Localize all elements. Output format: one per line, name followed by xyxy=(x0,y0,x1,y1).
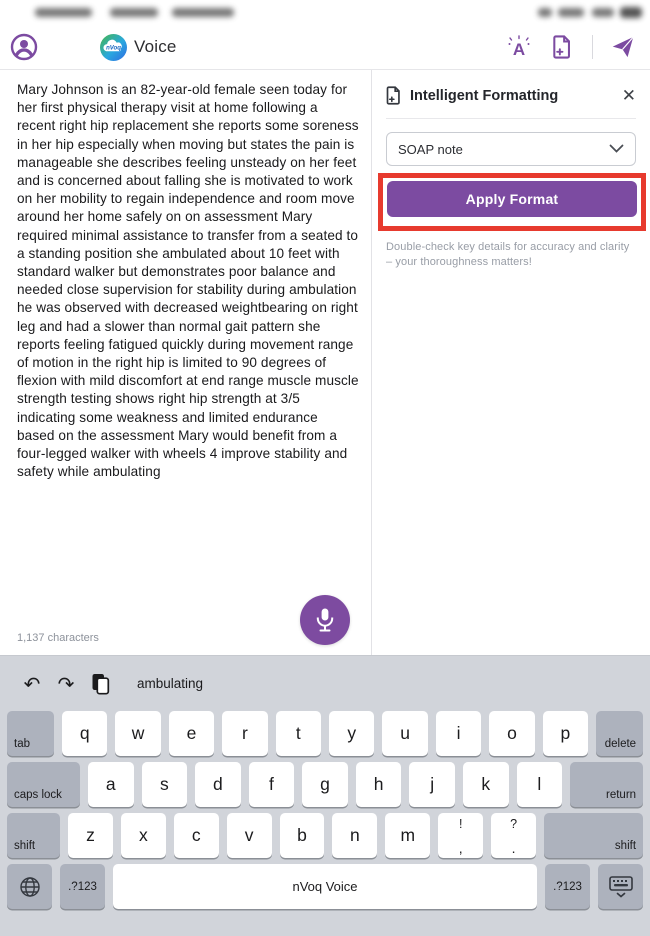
globe-icon xyxy=(18,875,42,899)
microphone-button[interactable] xyxy=(300,595,350,645)
key-l[interactable]: l xyxy=(517,762,563,807)
dictated-text[interactable]: Mary Johnson is an 82-year-old female seen today for her first physical therapy visit at home following a recent right hip replacement she reports some soreness in her hip especially when moving but states the pain is manageable she describes feeling unsteady on her feet and is concerned about falling she is motivated to work on her mobility to regain independence and room move around her home safely on on assessment Mary required minimal assistance to transfer from a seated to a standing position she ambulated about 10 feet with standard walker but demonstrates poor balance and needed close supervision for stability during ambulation he was observed with decreased weightbearing on right leg and had a slower than normal gait pattern she reports feeling fatigued quickly during movement range of motion in the right hip is limited to 90 degrees of flexion with mild discomfort at end range muscle muscle strength testing shows right hip strength at 3/5 indicating some weakness and limited endurance based on the assessment Mary would benefit from a four-legged walker with wheels 4 improve stability and safety while ambulating xyxy=(17,82,359,480)
intelligent-formatting-panel xyxy=(372,70,650,655)
key-u[interactable]: u xyxy=(382,711,427,756)
key-c[interactable]: c xyxy=(174,813,219,858)
helper-text: Double-check key details for accuracy and clarity – your thoroughness matters! xyxy=(386,241,630,268)
status-bar xyxy=(0,0,650,25)
profile-icon[interactable] xyxy=(10,33,38,61)
key-q[interactable]: q xyxy=(62,711,107,756)
key-t[interactable]: t xyxy=(276,711,321,756)
key-r[interactable]: r xyxy=(222,711,267,756)
key-f[interactable]: f xyxy=(249,762,295,807)
key-v[interactable]: v xyxy=(227,813,272,858)
key-o[interactable]: o xyxy=(489,711,534,756)
document-plus-dark-icon xyxy=(386,86,401,105)
keyboard-row xyxy=(7,762,643,807)
app-title: Voice xyxy=(134,37,177,56)
key-p[interactable]: p xyxy=(543,711,588,756)
key-dismiss[interactable] xyxy=(598,864,643,909)
key-y[interactable]: y xyxy=(329,711,374,756)
onscreen-keyboard xyxy=(0,655,650,936)
main-content xyxy=(0,70,650,655)
key-shift-l[interactable]: shift xyxy=(7,813,60,858)
key-exclaim-comma[interactable] xyxy=(438,813,483,858)
chevron-down-icon xyxy=(609,140,624,158)
character-count: 1,137 characters xyxy=(17,632,99,644)
key-d[interactable]: d xyxy=(195,762,241,807)
keyboard-toolbar xyxy=(7,656,643,711)
key-shift-r[interactable]: shift xyxy=(544,813,643,858)
sparkle-a-icon[interactable] xyxy=(506,34,532,60)
key-a[interactable]: a xyxy=(88,762,134,807)
key-question-period[interactable] xyxy=(491,813,536,858)
key-label-bottom: , xyxy=(458,840,463,856)
app-logo xyxy=(100,34,177,61)
key-label-bottom: . xyxy=(511,840,516,856)
key-i[interactable]: i xyxy=(436,711,481,756)
keyboard-rows xyxy=(7,711,643,909)
key-sym-l[interactable]: .?123 xyxy=(60,864,105,909)
key-globe[interactable] xyxy=(7,864,52,909)
key-n[interactable]: n xyxy=(332,813,377,858)
status-redacted-battery-icon xyxy=(620,7,642,18)
status-redacted-carrier xyxy=(35,8,92,17)
status-redacted-wifi xyxy=(558,8,584,17)
key-g[interactable]: g xyxy=(302,762,348,807)
key-b[interactable]: b xyxy=(280,813,325,858)
redo-icon[interactable]: ↷ xyxy=(57,671,75,696)
panel-header xyxy=(386,86,636,105)
format-select[interactable] xyxy=(386,132,636,166)
microphone-icon xyxy=(313,607,337,633)
apply-format-button[interactable]: Apply Format xyxy=(387,181,637,217)
document-plus-icon[interactable] xyxy=(549,34,575,60)
paper-plane-icon[interactable] xyxy=(610,34,636,60)
key-delete[interactable]: delete xyxy=(596,711,643,756)
key-e[interactable]: e xyxy=(169,711,214,756)
status-redacted-percent xyxy=(592,8,614,17)
key-sym-r[interactable]: .?123 xyxy=(545,864,590,909)
undo-icon[interactable]: ↶ xyxy=(23,671,41,696)
panel-title: Intelligent Formatting xyxy=(410,87,559,104)
svg-text:A: A xyxy=(512,40,526,59)
key-k[interactable]: k xyxy=(463,762,509,807)
header-actions xyxy=(506,34,636,60)
key-z[interactable]: z xyxy=(68,813,113,858)
key-x[interactable]: x xyxy=(121,813,166,858)
svg-text:nVoq: nVoq xyxy=(106,45,121,52)
key-space[interactable]: nVoq Voice xyxy=(113,864,537,909)
key-s[interactable]: s xyxy=(142,762,188,807)
status-redacted-signal xyxy=(538,8,552,17)
key-return[interactable]: return xyxy=(570,762,643,807)
key-label-top: ! xyxy=(458,817,463,831)
dictation-editor[interactable] xyxy=(0,70,372,655)
header-divider xyxy=(592,35,593,59)
key-h[interactable]: h xyxy=(356,762,402,807)
clipboard-paste-icon[interactable] xyxy=(87,671,113,697)
keyboard-row xyxy=(7,711,643,756)
keyboard-row xyxy=(7,864,643,909)
annotation-highlight xyxy=(378,173,646,231)
keyboard-row xyxy=(7,813,643,858)
key-m[interactable]: m xyxy=(385,813,430,858)
key-caps[interactable]: caps lock xyxy=(7,762,80,807)
key-tab[interactable]: tab xyxy=(7,711,54,756)
keyboard-dismiss-icon xyxy=(608,875,634,899)
status-redacted-date xyxy=(172,8,234,17)
status-redacted-time xyxy=(110,8,158,17)
nvoq-logo-icon xyxy=(100,34,127,61)
format-select-value: SOAP note xyxy=(398,141,463,157)
close-icon[interactable]: ✕ xyxy=(621,86,636,105)
key-label-top: ? xyxy=(510,817,518,831)
key-w[interactable]: w xyxy=(115,711,160,756)
suggestion-word[interactable]: ambulating xyxy=(137,676,204,691)
panel-rule xyxy=(386,118,636,119)
key-j[interactable]: j xyxy=(409,762,455,807)
app-header xyxy=(0,25,650,69)
